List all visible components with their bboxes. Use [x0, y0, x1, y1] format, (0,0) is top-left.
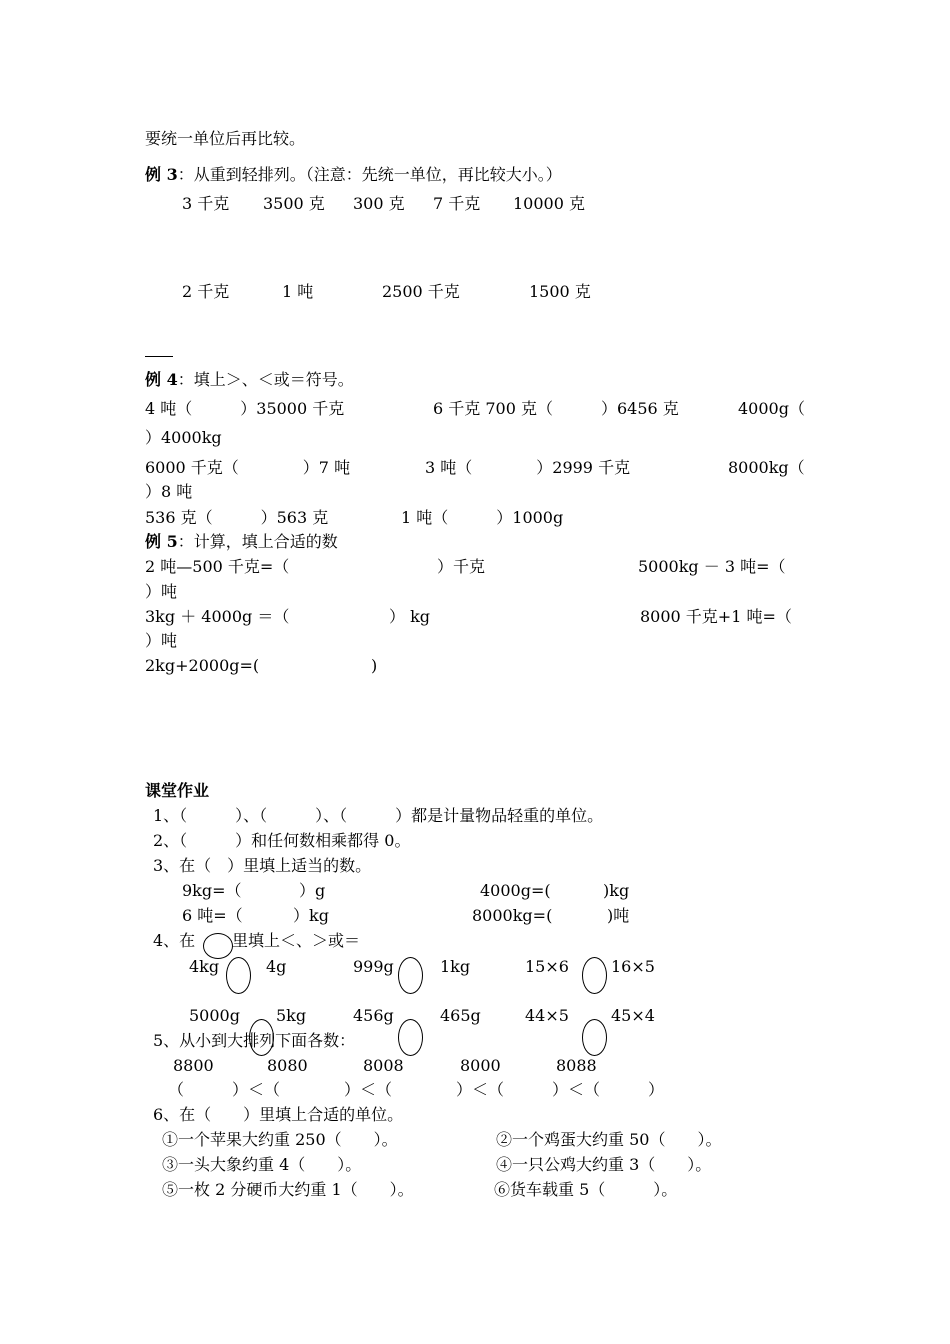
hw-question-4-end: 里填上＜、＞或＝	[232, 931, 361, 950]
example-3-label: 例 3	[145, 165, 178, 184]
hw-question-1: 1、（ ）、（ ）、（ ）都是计量物品轻重的单位。	[153, 806, 604, 825]
hw-q5-number: 8008	[363, 1056, 404, 1075]
compare-circle[interactable]	[226, 957, 251, 994]
hw-question-2: 2、（ ）和任何数相乘都得 0。	[153, 831, 411, 850]
ex3-item: 7 千克	[433, 194, 481, 213]
ex4-item: 3 吨（ ）2999 千克	[425, 458, 631, 477]
hw-q3-item: 9kg=（	[182, 881, 242, 900]
ex4-item: 536 克（ ）563 克	[145, 508, 329, 527]
ex5-item: ） kg	[389, 607, 431, 626]
hw-q4-item: 45×4	[611, 1006, 655, 1025]
ex3-item: 300 克	[353, 194, 405, 213]
hw-q3-item: 4000g=(	[480, 881, 551, 900]
ex5-item: )	[371, 656, 378, 675]
homework-title: 课堂作业	[145, 781, 210, 800]
hw-q4-item: 4g	[266, 957, 287, 976]
hw-q4-item: 5000g	[189, 1006, 240, 1025]
hw-question-6: 6、在（ ）里填上合适的单位。	[153, 1105, 404, 1124]
hw-q6-item: ④一只公鸡大约重 3（ ）。	[496, 1155, 712, 1174]
example-5-label: 例 5	[145, 532, 178, 551]
example-5-heading	[145, 532, 338, 552]
ex3-item: 10000 克	[513, 194, 585, 213]
ex5-item: ）吨	[145, 582, 178, 601]
hw-q5-number: 8800	[173, 1056, 214, 1075]
hw-q6-item: ⑤一枚 2 分硬币大约重 1（ ）。	[162, 1180, 414, 1199]
hw-q5-blanks: （ ）＜（ ）＜（ ）＜（ ）＜（ ）	[168, 1080, 665, 1099]
hw-q4-item: 999g	[353, 957, 394, 976]
hw-q5-number: 8000	[460, 1056, 501, 1075]
ex4-item: 1 吨（ ）1000g	[401, 508, 564, 527]
hw-q4-item: 16×5	[611, 957, 655, 976]
example-4-instruction: ：填上＞、＜或＝符号。	[177, 370, 354, 389]
example-3-instruction: ：从重到轻排列。（注意：先统一单位，再比较大小。）	[177, 165, 562, 184]
ex5-item: 2kg+2000g=(	[145, 656, 260, 675]
hw-question-5: 5、从小到大排列下面各数：	[153, 1031, 356, 1050]
hw-q4-item: 44×5	[525, 1006, 569, 1025]
hw-q6-item: ③一头大象约重 4（ ）。	[162, 1155, 362, 1174]
hw-question-3: 3、在（ ）里填上适当的数。	[153, 856, 372, 875]
compare-circle[interactable]	[582, 957, 607, 994]
ex4-item: 8000kg（	[728, 458, 805, 477]
hw-q4-item: 1kg	[440, 957, 471, 976]
ex5-item: 2 吨—500 千克=（	[145, 557, 290, 576]
hw-q4-item: 15×6	[525, 957, 569, 976]
hw-q4-item: 456g	[353, 1006, 394, 1025]
intro-text: 要统一单位后再比较。	[145, 129, 306, 148]
ex5-item: 8000 千克+1 吨=（	[640, 607, 792, 626]
ex5-item: ）吨	[145, 631, 178, 650]
ex4-item: 6 千克 700 克（ ）6456 克	[433, 399, 679, 418]
compare-circle[interactable]	[398, 957, 423, 994]
ex4-item: ）4000kg	[145, 428, 222, 447]
compare-circle[interactable]	[582, 1019, 607, 1056]
ex4-item: 4000g（	[738, 399, 805, 418]
ex3-item: 1 吨	[282, 282, 314, 301]
ex4-item: ）8 吨	[145, 482, 193, 501]
hw-q3-item: )吨	[607, 906, 630, 925]
ex4-item: 6000 千克（ ）7 吨	[145, 458, 351, 477]
ex4-item: 4 吨（ ）35000 千克	[145, 399, 345, 418]
ex3-item: 3500 克	[263, 194, 325, 213]
hw-q3-item: ）g	[299, 881, 326, 900]
hw-q4-item: 465g	[440, 1006, 481, 1025]
example-3-heading	[145, 165, 562, 185]
ex3-item: 2 千克	[182, 282, 230, 301]
ex3-item: 1500 克	[529, 282, 591, 301]
ex5-item: 5000kg － 3 吨=（	[638, 557, 786, 576]
ex5-item: 3kg ＋ 4000g ＝（	[145, 607, 290, 626]
compare-circle[interactable]	[398, 1019, 423, 1056]
hw-q6-item: ⑥货车载重 5（ ）。	[494, 1180, 678, 1199]
hw-q6-item: ②一个鸡蛋大约重 50（ ）。	[496, 1130, 722, 1149]
hw-q3-item: 6 吨=（	[182, 906, 243, 925]
hw-q6-item: ①一个苹果大约重 250（ ）。	[162, 1130, 398, 1149]
ex3-item: 2500 千克	[382, 282, 460, 301]
short-divider	[145, 356, 173, 357]
hw-q3-item: 8000kg=(	[472, 906, 553, 925]
example-4-label: 例 4	[145, 370, 178, 389]
hw-question-4-start: 4、在	[153, 931, 196, 950]
hw-q5-number: 8088	[556, 1056, 597, 1075]
ex3-item: 3 千克	[182, 194, 230, 213]
hw-q5-number: 8080	[267, 1056, 308, 1075]
hw-q4-item: 4kg	[189, 957, 220, 976]
hw-q3-item: )kg	[603, 881, 630, 900]
hw-q3-item: ）kg	[293, 906, 329, 925]
example-5-instruction: ：计算，填上合适的数	[177, 532, 338, 551]
hw-q4-item: 5kg	[276, 1006, 307, 1025]
example-4-heading	[145, 370, 354, 390]
ex5-item: ）千克	[437, 557, 486, 576]
compare-circle-example	[203, 933, 233, 959]
